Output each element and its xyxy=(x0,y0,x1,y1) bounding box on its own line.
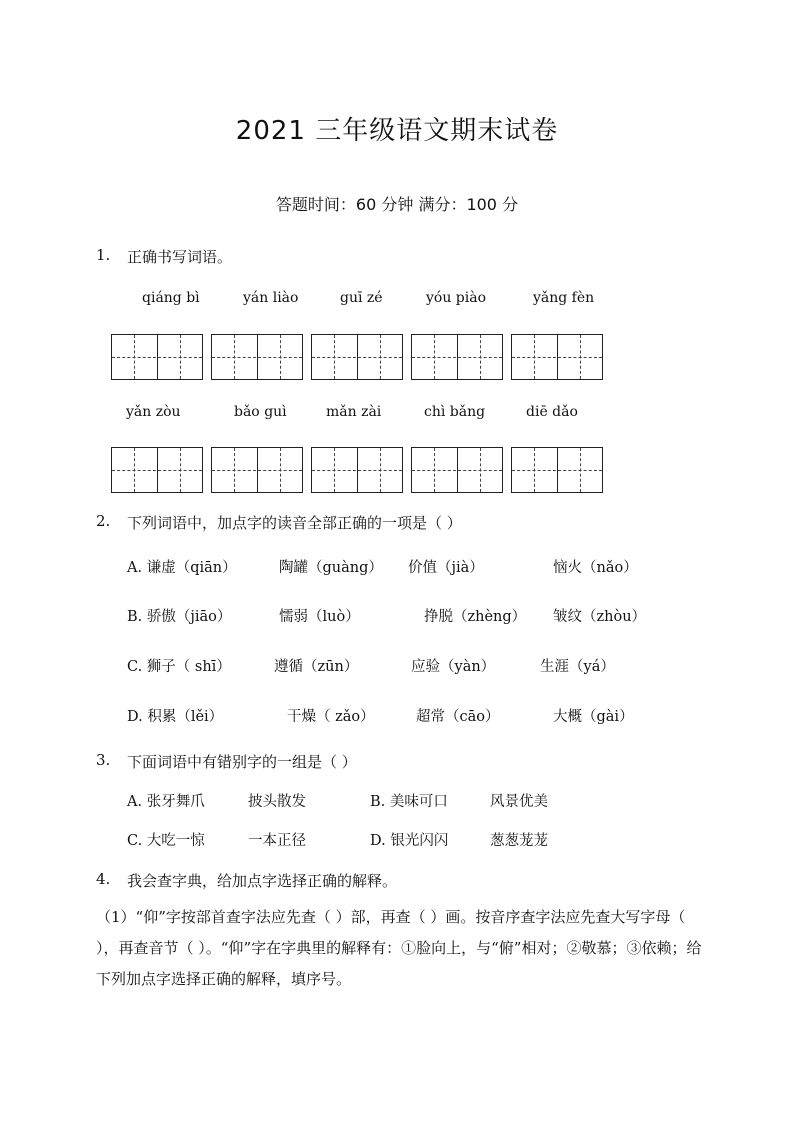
q2-option: 懦弱（luò） xyxy=(279,609,360,625)
q3-option: 一本正径 xyxy=(248,833,306,849)
page-title: 2021 三年级语文期末试卷 xyxy=(235,116,559,146)
q2-option: 应验（yàn） xyxy=(411,659,496,675)
q2-option: 遵循（zūn） xyxy=(274,659,359,675)
q2-option: B. 骄傲（jiāo） xyxy=(127,609,232,625)
pinyin-1-1: qiáng bì xyxy=(142,290,200,306)
pinyin-2-3: mǎn zài xyxy=(326,404,382,420)
q4-paragraph: （1）“仰”字按部首查字法应先查（ ）部，再查（ ）画。按音序查字法应先查大写字母（ ），再查音节（ ）。“仰”字在字典里的解释有：①脸向上，与“俯”相对；②敬慕；③依赖；给下列加点字选择正确的解释，填序号。 xyxy=(96,908,702,988)
q3-option: 风景优美 xyxy=(490,794,548,810)
q2-option: 皱纹（zhòu） xyxy=(553,609,647,625)
writing-grid[interactable] xyxy=(111,334,203,380)
pinyin-2-4: chì bǎng xyxy=(424,404,486,420)
writing-grid[interactable] xyxy=(411,447,503,493)
q2-option: C. 狮子（ shī） xyxy=(127,659,231,675)
writing-grid[interactable] xyxy=(511,334,603,380)
q3-number: 3. xyxy=(96,751,111,769)
writing-grid[interactable] xyxy=(511,447,603,493)
q2-option: 超常（cāo） xyxy=(416,709,500,725)
q2-option: 恼火（nǎo） xyxy=(553,560,638,576)
q2-option: 干燥（ zǎo） xyxy=(287,709,375,725)
q2-option: D. 积累（lěi） xyxy=(127,709,224,725)
q3-option: 披头散发 xyxy=(248,794,306,810)
writing-grid[interactable] xyxy=(211,334,303,380)
q2-option: 大概（gài） xyxy=(553,709,634,725)
pinyin-1-4: yóu piào xyxy=(426,290,487,306)
q2-option: 价值（jià） xyxy=(408,560,484,576)
q2-number: 2. xyxy=(96,512,111,530)
pinyin-2-1: yǎn zòu xyxy=(126,404,181,420)
q2-option: 挣脱（zhèng） xyxy=(424,609,527,625)
pinyin-1-3: guī zé xyxy=(340,290,383,306)
writing-grid[interactable] xyxy=(111,447,203,493)
pinyin-1-5: yǎng fèn xyxy=(533,290,595,306)
q4-number: 4. xyxy=(96,870,111,888)
q2-option: A. 谦虚（qiān） xyxy=(127,560,237,576)
q2-text: 下列词语中，加点字的读音全部正确的一项是（ ） xyxy=(127,514,462,532)
q4-text: 我会查字典，给加点字选择正确的解释。 xyxy=(127,872,398,890)
pinyin-1-2: yán liào xyxy=(243,290,299,306)
writing-grid[interactable] xyxy=(311,447,403,493)
q1-text: 正确书写词语。 xyxy=(127,248,233,266)
q3-text: 下面词语中有错别字的一组是（ ） xyxy=(127,753,357,771)
writing-grid[interactable] xyxy=(211,447,303,493)
q2-option: 生涯（yá） xyxy=(540,659,615,675)
writing-grid[interactable] xyxy=(311,334,403,380)
q3-option: 葱葱茏茏 xyxy=(490,833,548,849)
exam-info: 答题时间：60 分钟 满分：100 分 xyxy=(275,195,519,214)
q3-option: A. 张牙舞爪 xyxy=(127,794,205,810)
q3-option: B. 美味可口 xyxy=(370,794,448,810)
q1-number: 1. xyxy=(96,246,111,264)
writing-grid[interactable] xyxy=(411,334,503,380)
pinyin-2-5: diē dǎo xyxy=(526,404,578,420)
pinyin-2-2: bǎo guì xyxy=(234,404,287,420)
q3-option: D. 银光闪闪 xyxy=(370,833,449,849)
q3-option: C. 大吃一惊 xyxy=(127,833,205,849)
q2-option: 陶罐（guàng） xyxy=(279,560,383,576)
